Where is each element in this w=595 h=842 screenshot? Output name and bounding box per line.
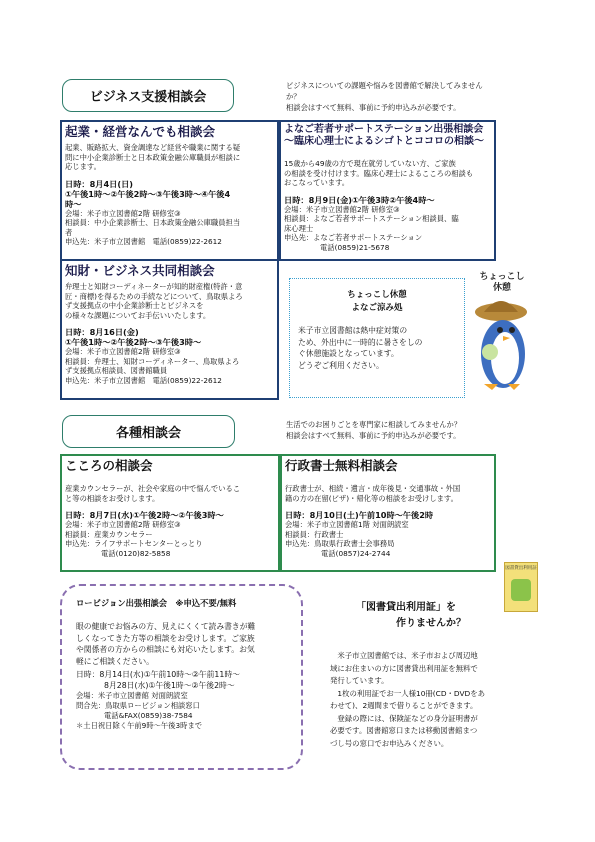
- youth-support-venue: 会場：米子市立図書館2階 研修室③: [284, 204, 400, 214]
- ip-venue: 会場：米子市立図書館2階 研修室③: [65, 347, 181, 356]
- kokoro-title: こころの相談会: [65, 458, 153, 473]
- lowvision-box: [60, 584, 303, 770]
- kokoro-venue: 会場：米子市立図書館2階 研修室③: [65, 520, 181, 529]
- library-card-thumb-label: 図書貸出利用証: [505, 566, 537, 571]
- business-lead-text: ビジネスについての課題や悩みを図書館で解決してみません か？ 相談会はすべて無料、事前に予約申込みが必要です。: [286, 81, 483, 112]
- ip-time: ①午後1時～②午後2時～③午後3時～: [65, 337, 202, 347]
- various-section-title: 各種相談会: [115, 426, 181, 441]
- mascot-caption: ちょっこし 休憩: [479, 272, 525, 293]
- lowvision-date1: 日時：8月14日(水)①午前10時～②午前11時～: [76, 670, 240, 679]
- gyosei-consult-box: [280, 454, 496, 572]
- ip-title: 知財・ビジネス共同相談会: [65, 263, 215, 278]
- kokoro-phone: 電話(0120)82-5858: [101, 548, 171, 558]
- lowvision-note: ＊土日祝日除く午前9時～午後3時まで: [76, 721, 203, 730]
- kokoro-apply: 申込先：ライフサポートセンターとっとり: [65, 539, 203, 548]
- gyosei-phone: 電話(0857)24-2744: [321, 548, 391, 558]
- business-section-tab: [62, 79, 234, 112]
- penguin-mascot-illustration: [470, 272, 532, 396]
- card-illustration-icon: [511, 579, 531, 601]
- startup-venue: 会場：米子市立図書館2階 研修室③: [65, 208, 181, 218]
- cool-break-box: [289, 278, 465, 398]
- lowvision-title: ロービジョン出張相談会 ※申込不要/無料: [76, 598, 237, 608]
- ip-apply: 申込先：米子市立図書館 電話(0859)22-2612: [65, 375, 222, 385]
- ip-desc: 弁理士と知財コーディネーターが知的財産権(特許・意 匠・商標)を得るための手続などについて、鳥取県よろ ず支援拠点の中小企業診断士とビジネスを の様々な課題についてお手伝いいたします。: [65, 282, 243, 320]
- lowvision-phone: 電話&FAX(0859)38-7584: [104, 711, 193, 720]
- ip-date: 日時：8月16日(金): [65, 327, 139, 337]
- business-section-title: ビジネス支援相談会: [89, 90, 207, 105]
- startup-consultant: 相談員：中小企業診断士、日本政策金融公庫職員担当 者: [65, 218, 241, 237]
- youth-support-title: よなご若者サポートステーション出張相談会 ～臨床心理士によるシゴトとココロの相談～: [284, 124, 484, 147]
- youth-support-consultant: 相談員：よなご若者サポートステーション相談員、臨 床心理士: [284, 214, 459, 233]
- penguin-icon: [470, 296, 532, 396]
- various-section-tab: [62, 415, 235, 448]
- ip-consult-box: [60, 259, 279, 400]
- gyosei-desc: 行政書士が、相続・遺言・成年後見・交通事故・外国 籍の方の在留(ビザ)・帰化等の相談をお受けします。: [285, 484, 461, 503]
- startup-consult-box: [60, 120, 279, 261]
- youth-support-date: 日時：8月9日(金)①午後3時②午後4時～: [284, 194, 435, 205]
- library-card-body: 米子市立図書館では、米子市および周辺地 域にお住まいの方に図書貸出利用証を無料で 発行しています。 1枚の利用証でお一人様10冊(CD・DVDをあ わせて)、2週間まで借りることができます。 登録の際には、保険証などの身分証明書が 必要です。図書館窓口または移動図書館まつ づし号の窓口でお申込みください。: [330, 651, 486, 748]
- startup-desc: 起業、販路拡大、資金調達など経営や職業に関する疑 問に中小企業診断士と日本政策金融公庫職員が相談に 応じます。: [65, 143, 241, 171]
- kokoro-date: 日時：8月7日(水)①午後2時～②午後3時～: [65, 510, 224, 520]
- gyosei-date: 日時：8月10日(土)午前10時～午後2時: [285, 510, 434, 520]
- youth-support-desc: 15歳から49歳の方で現在就労していない方、ご家族 の相談を受け付けます。臨床心理士によるこころの相談も おこなっています。: [284, 159, 474, 187]
- gyosei-consultant: 相談員：行政書士: [285, 529, 344, 539]
- youth-support-box: [279, 120, 496, 261]
- gyosei-venue: 会場：米子市立図書館1階 対面朗読室: [285, 520, 409, 529]
- lowvision-contact: 問合先：鳥取県ロービジョン相談窓口: [76, 701, 200, 710]
- youth-support-apply: 申込先：よなご若者サポートステーション: [284, 233, 423, 242]
- lowvision-desc: 眼の健康でお悩みの方、見えにくくて読み書きが難 しくなってきた方等の相談をお受けします。ご家族 や関係者の方からの相談にも対応いたします。お気 軽にご相談ください。: [76, 622, 256, 666]
- kokoro-consultant: 相談員：産業カウンセラー: [65, 529, 153, 539]
- startup-date: 日時：8月4日(日): [65, 178, 134, 189]
- cool-break-body: 米子市立図書館は熱中症対策の ため、外出中に一時的に暑さをしの ぐ休憩施設となっています。 どうぞご利用ください。: [298, 326, 423, 370]
- cool-break-title: ちょっこし休憩 よなご涼み処: [347, 290, 407, 313]
- startup-time: ①午後1時～②午後2時～③午後3時～④午後4 時～: [65, 188, 231, 209]
- startup-title: 起業・経営なんでも相談会: [65, 124, 216, 139]
- ip-consultant: 相談員：弁理士、知財コーディネーター、鳥取県よろ ず支援拠点相談員、図書館職員: [65, 356, 240, 375]
- kokoro-desc: 産業カウンセラーが、社会や家庭の中で悩んでいるこ と等の相談をお受けします。: [65, 484, 241, 503]
- library-card-title: 「図書貸出利用証」を 作りませんか？: [356, 602, 466, 629]
- kokoro-consult-box: [60, 454, 280, 572]
- startup-apply: 申込先：米子市立図書館 電話(0859)22-2612: [65, 237, 222, 246]
- lowvision-date2: 8月28日(水)①午後1時～②午後2時～: [104, 680, 235, 690]
- lowvision-venue: 会場：米子市立図書館 対面朗読室: [76, 691, 188, 700]
- various-lead-text: 生活でのお困りごとを専門家に相談してみませんか？ 相談会はすべて無料、事前に予約申込みが必要です。: [286, 420, 462, 440]
- gyosei-apply: 申込先：鳥取県行政書士会事務局: [285, 539, 395, 548]
- youth-support-phone: 電話(0859)21-5678: [320, 242, 390, 252]
- gyosei-title: 行政書士無料相談会: [285, 458, 398, 473]
